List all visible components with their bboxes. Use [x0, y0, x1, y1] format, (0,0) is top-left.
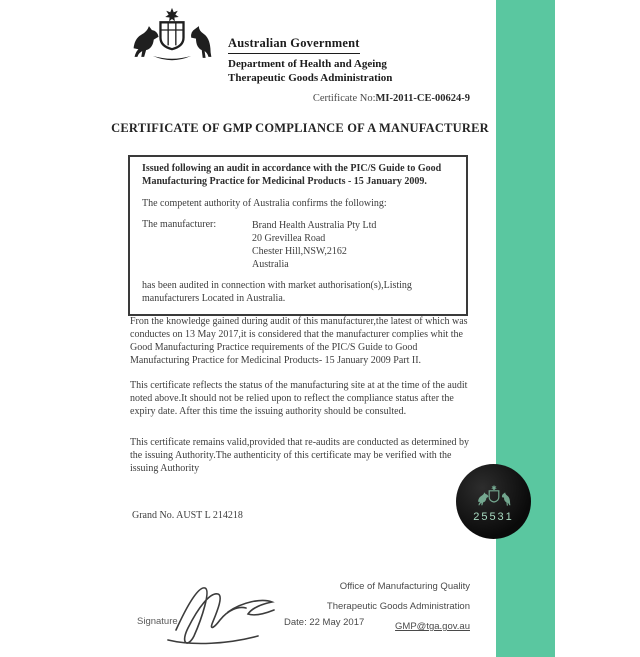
certificate-number-line — [130, 93, 470, 104]
manufacturer-street: 20 Grevillea Road — [252, 233, 326, 245]
statement-box — [128, 155, 468, 316]
manufacturer-label: The manufacturer: — [142, 219, 217, 231]
certificate-number-label: Certificate No: — [312, 93, 376, 104]
certificate-title: CERTIFICATE OF GMP COMPLIANCE OF A MANUFACTURER — [111, 121, 489, 135]
department-title: Department of Health and Ageing — [228, 58, 387, 70]
office-line-1: Office of Manufacturing Quality — [339, 581, 470, 592]
authority-statement: The competent authority of Australia confirms the following: — [142, 197, 387, 209]
signature-label: Signature — [137, 616, 178, 627]
manufacturer-row — [142, 219, 454, 271]
manufacturer-address-block — [252, 219, 376, 271]
contact-email-link[interactable]: GMP@tga.gov.au — [395, 621, 470, 632]
coat-of-arms-icon — [124, 6, 220, 64]
certificate-number-value: MI-2011-CE-00624-9 — [375, 93, 470, 104]
issue-date: Date: 22 May 2017 — [284, 617, 365, 628]
manufacturer-city: Chester Hill,NSW,2162 — [252, 246, 347, 258]
issued-statement: Issued following an audit in accordance with the PIC/S Guide to Good Manufacturing Practice for Medicinal Products - 15 January 2009. — [142, 163, 442, 187]
manufacturer-name: Brand Health Australia Pty Ltd — [252, 220, 377, 232]
government-title: Australian Government — [228, 36, 360, 54]
agency-title: Therapeutic Goods Administration — [228, 72, 393, 85]
green-ribbon-stripe — [496, 0, 555, 657]
seal-number: 25531 — [473, 510, 514, 523]
body-paragraph-3: This certificate remains valid,provided that re-audits are conducted as determined by the issuing Authority.The authenticity of this certificate may be verified with the issuing Authority — [130, 437, 470, 474]
seal-coat-of-arms-icon — [474, 483, 514, 509]
body-paragraph-2: This certificate reflects the status of the manufacturing site at at the time of the audit noted above.It should not be relied upon to reflect the compliance status after the expiry date. After this time the issuing authority should be consulted. — [130, 380, 468, 417]
office-line-2: Therapeutic Goods Administration — [326, 601, 470, 612]
body-paragraph-1: Fron the knowledge gained during audit of this manufacturer,the latest of which was conductes on 13 May 2017,it is considered that the manufacturer complies whit the Good Manufacturing Practice requirements of the PIC/S Guide to Good Manufacturing Practice for Medicinal Products- 15 January 2009 Part II. — [130, 316, 468, 366]
audited-statement: has been audited in connection with market authorisation(s),Listing manufacturers Located in Australia. — [142, 280, 412, 305]
official-seal — [456, 464, 531, 539]
header-branding — [228, 36, 448, 86]
handwritten-signature — [158, 578, 283, 648]
manufacturer-country: Australia — [252, 259, 289, 271]
grand-number: Grand No. AUST L 214218 — [132, 510, 243, 521]
